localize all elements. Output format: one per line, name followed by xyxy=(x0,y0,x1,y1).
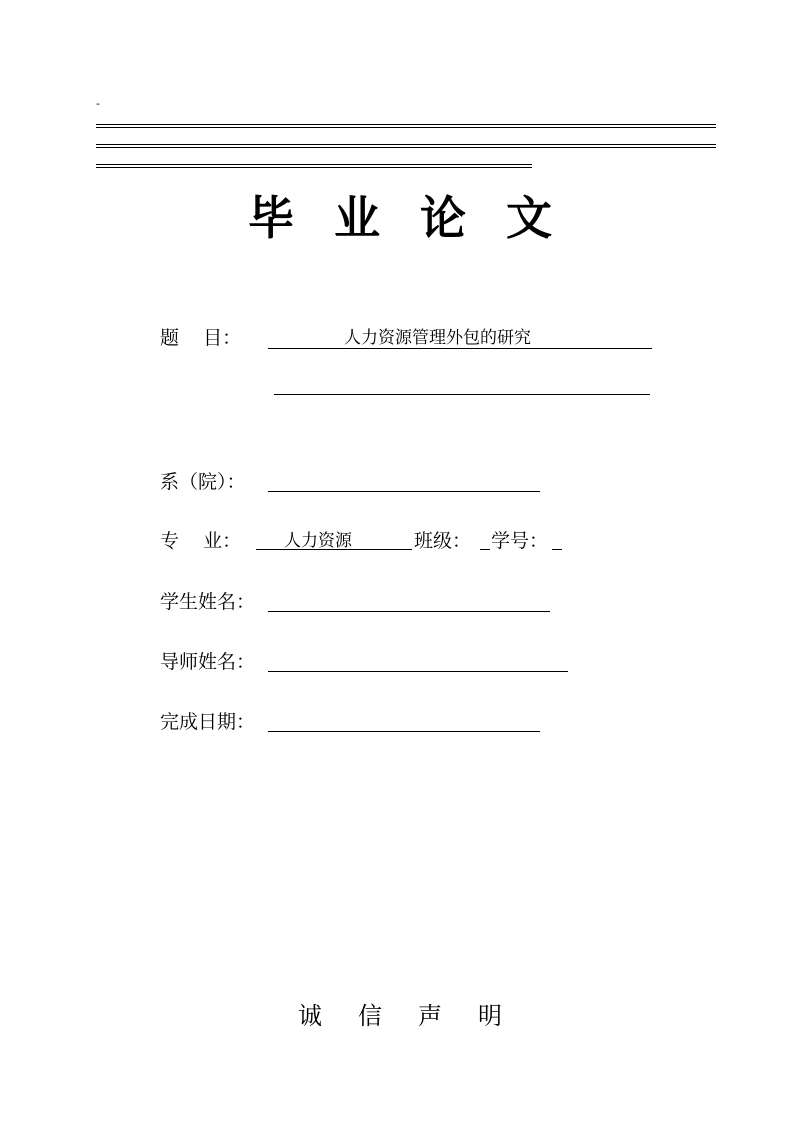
integrity-statement-heading: 诚信声明 xyxy=(298,1002,538,1030)
major-value: 人力资源 xyxy=(284,531,352,551)
topic-label: 题 目： xyxy=(160,327,242,349)
student-name-field-line xyxy=(268,589,550,612)
completion-date-field-line xyxy=(268,709,540,732)
major-label: 专 业： xyxy=(160,530,242,552)
topic-value: 人力资源管理外包的研究 xyxy=(344,328,531,348)
class-field-line xyxy=(480,527,490,550)
student-id-field-line xyxy=(552,527,562,550)
advisor-name-field-line xyxy=(268,649,568,672)
header-dash-mark: - xyxy=(96,97,100,110)
completion-date-label: 完成日期： xyxy=(160,711,256,733)
advisor-name-label: 导师姓名： xyxy=(160,651,256,673)
student-name-label: 学生姓名： xyxy=(160,591,256,613)
department-label: 系（院）： xyxy=(160,471,246,493)
class-label: 班级： xyxy=(414,530,472,552)
student-id-label: 学号： xyxy=(491,530,549,552)
document-title: 毕业论文 xyxy=(248,191,592,245)
topic-field-line-2 xyxy=(274,372,650,395)
department-field-line xyxy=(268,469,540,492)
